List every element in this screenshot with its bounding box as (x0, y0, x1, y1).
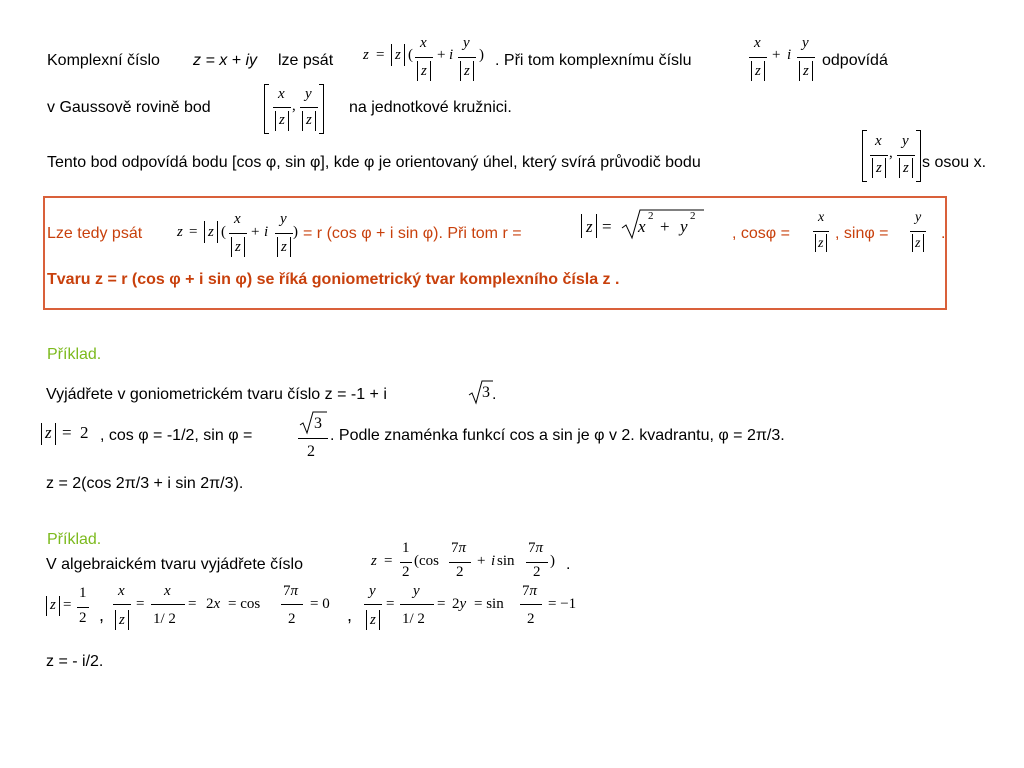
box-text-1d: , sinφ = (835, 225, 889, 242)
example1-heading: Příklad. (47, 346, 102, 363)
example1-line1: Vyjádřete v goniometrickém tvaru číslo z = -1 + i (46, 386, 387, 403)
sqrt-icon (468, 379, 497, 405)
box-text-1b: = r (cos φ + i sin φ). Při tom r = (303, 225, 522, 242)
example2-result: z = - i/2. (46, 653, 104, 670)
box-text-1a: Lze tedy psát (47, 225, 143, 242)
intro-text-2a: v Gaussově rovině bod (47, 99, 211, 116)
intro-text-1d: . Při tom komplexnímu číslu (495, 52, 692, 69)
intro-text-1b: z = x + iy (193, 52, 258, 69)
intro-text-1e: odpovídá (822, 52, 888, 69)
example1-line1-end: . (492, 386, 497, 403)
separator-comma-1: , (99, 605, 105, 625)
intro-text-3a: Tento bod odpovídá bodu [cos φ, sin φ], kde φ je orientovaný úhel, který svírá průvodič bodu (47, 154, 701, 171)
separator-comma-2: , (347, 605, 353, 625)
example1-line2b: . Podle znaménka funkcí cos a sin je φ v 2. kvadrantu, φ = 2π/3. (330, 427, 785, 444)
box-text-1e: . (941, 225, 946, 242)
intro-text-3b: s osou x. (922, 154, 987, 171)
intro-text-2b: na jednotkové kružnici. (349, 99, 512, 116)
example2-heading: Příklad. (47, 531, 102, 548)
intro-text-1a: Komplexní číslo (47, 52, 160, 69)
example2-line1: V algebraickém tvaru vyjádřete číslo (46, 556, 303, 573)
example1-line2a: , cos φ = -1/2, sin φ = (100, 427, 253, 444)
example1-line3: z = 2(cos 2π/3 + i sin 2π/3). (46, 475, 244, 492)
intro-text-1c: lze psát (278, 52, 334, 69)
example2-line1-end: . (566, 556, 571, 573)
definition-box (43, 196, 947, 310)
box-text-1c: , cosφ = (732, 225, 790, 242)
box-text-2: Tvaru z = r (cos φ + i sin φ) se říká goniometrický tvar komplexního čísla z . (47, 271, 620, 288)
